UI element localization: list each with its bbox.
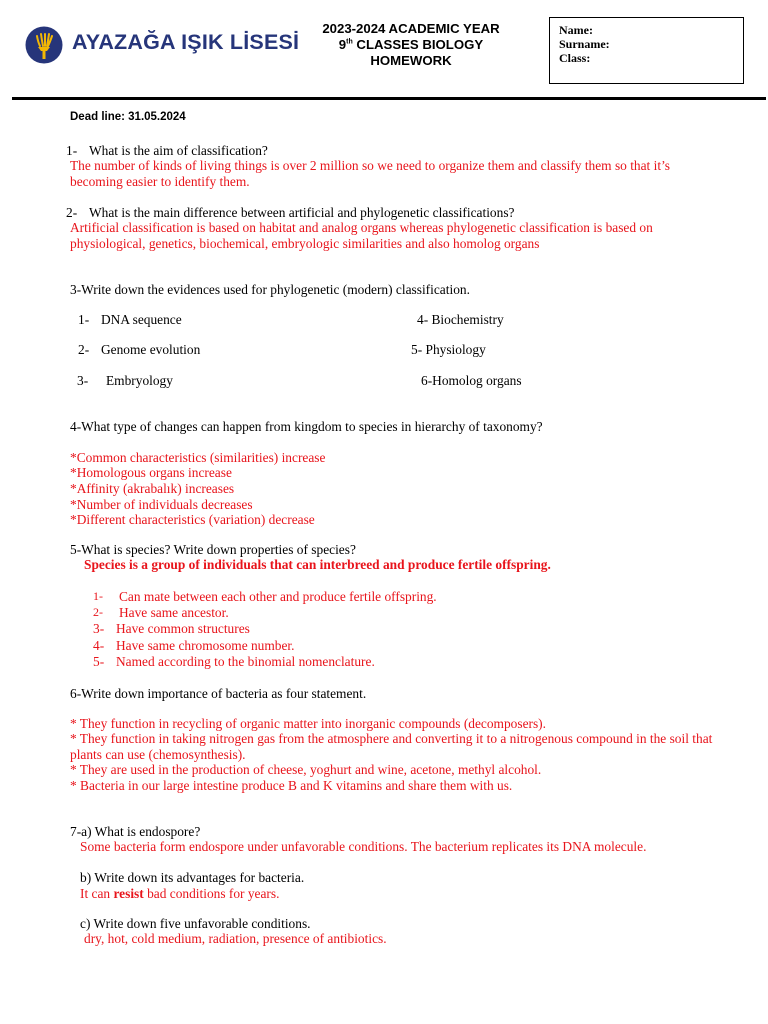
evidence-item-4: 4- Biochemistry [417, 312, 504, 327]
q7b-answer-bold: resist [113, 886, 144, 901]
q4-answer-4: *Number of individuals decreases [70, 497, 253, 512]
homework-label: HOMEWORK [370, 53, 452, 68]
q7b-answer [80, 886, 279, 902]
q6-question: 6-Write down importance of bacteria as four statement. [70, 686, 367, 701]
q1-answer: The number of kinds of living things is over 2 million so we need to organize them and classify them so that it’s becoming easier to identify them. [70, 158, 671, 189]
student-info-box[interactable] [549, 17, 744, 84]
q4-answer-2: *Homologous organs increase [70, 465, 232, 480]
q6-answer-1: * They function in recycling of organic matter into inorganic compounds (decomposers). [70, 716, 546, 731]
school-name: AYAZAĞA IŞIK LİSESİ [72, 30, 300, 54]
property-5: Named according to the binomial nomenclature. [116, 654, 375, 669]
q2-question: What is the main difference between artificial and phylogenetic classifications? [89, 205, 515, 220]
class-label: Class: [559, 51, 591, 65]
class-line [300, 37, 522, 53]
grade-suffix: th [346, 38, 353, 46]
q6-answer-2: * They function in taking nitrogen gas from the atmosphere and converting it to a nitrogenous compound in the soil that plants can use (chemosynthesis). [70, 731, 713, 762]
grade-number: 9 [338, 37, 347, 52]
property-num-3: 3- [93, 621, 105, 636]
name-label: Name: [559, 23, 593, 37]
property-num-5: 5- [93, 654, 105, 669]
property-4: Have same chromosome number. [116, 638, 295, 653]
q5-definition: Species is a group of individuals that can interbreed and produce fertile offspring. [84, 557, 551, 572]
q2-number: 2- [66, 205, 78, 220]
q4-answer-5: *Different characteristics (variation) decrease [70, 512, 315, 527]
class-line-rest: CLASSES BIOLOGY [352, 37, 484, 52]
q7b-answer-post: bad conditions for years. [143, 886, 280, 901]
q6-answer-4: * Bacteria in our large intestine produce B and K vitamins and share them with us. [70, 778, 513, 793]
q7a-question: 7-a) What is endospore? [70, 824, 201, 839]
evidence-item-5: 5- Physiology [411, 342, 486, 357]
evidence-item-2: Genome evolution [101, 342, 201, 357]
header-title [300, 21, 522, 69]
evidence-num-2: 2- [78, 342, 90, 357]
header-divider [12, 97, 766, 100]
evidence-item-1: DNA sequence [101, 312, 182, 327]
torch-emblem-icon [25, 26, 63, 64]
evidence-item-3: Embryology [106, 373, 173, 388]
q4-question: 4-What type of changes can happen from kingdom to species in hierarchy of taxonomy? [70, 419, 543, 434]
q7b-question: b) Write down its advantages for bacteria. [80, 870, 305, 885]
property-num-4: 4- [93, 638, 105, 653]
q6-answer-3: * They are used in the production of cheese, yoghurt and wine, acetone, methyl alcohol. [70, 762, 542, 777]
q5-question: 5-What is species? Write down properties of species? [70, 542, 356, 557]
property-1: Can mate between each other and produce fertile offspring. [119, 589, 437, 604]
property-num-1: 1- [93, 589, 103, 603]
q3-question: 3-Write down the evidences used for phylogenetic (modern) classification. [70, 282, 470, 297]
q4-answer-3: *Affinity (akrabalık) increases [70, 481, 235, 496]
academic-year: 2023-2024 ACADEMIC YEAR [322, 21, 500, 36]
evidence-num-3: 3- [77, 373, 89, 388]
evidence-item-6: 6-Homolog organs [421, 373, 522, 388]
surname-label: Surname: [559, 37, 610, 51]
q4-answer-1: *Common characteristics (similarities) increase [70, 450, 326, 465]
q7c-question: c) Write down five unfavorable conditions. [80, 916, 311, 931]
q1-number: 1- [66, 143, 78, 158]
q7b-answer-pre: It can [80, 886, 114, 901]
property-3: Have common structures [116, 621, 250, 636]
deadline: Dead line: 31.05.2024 [70, 111, 186, 123]
q1-question: What is the aim of classification? [89, 143, 268, 158]
evidence-num-1: 1- [78, 312, 90, 327]
q7c-answer: dry, hot, cold medium, radiation, presence of antibiotics. [84, 931, 387, 946]
q2-answer: Artificial classification is based on habitat and analog organs whereas phylogenetic classification is based on physiological, genetics, biochemical, embryologic similarities and also homolog organs [70, 220, 653, 251]
property-num-2: 2- [93, 605, 103, 619]
property-2: Have same ancestor. [119, 605, 229, 620]
q7a-answer: Some bacteria form endospore under unfavorable conditions. The bacterium replicates its DNA molecule. [80, 839, 647, 854]
